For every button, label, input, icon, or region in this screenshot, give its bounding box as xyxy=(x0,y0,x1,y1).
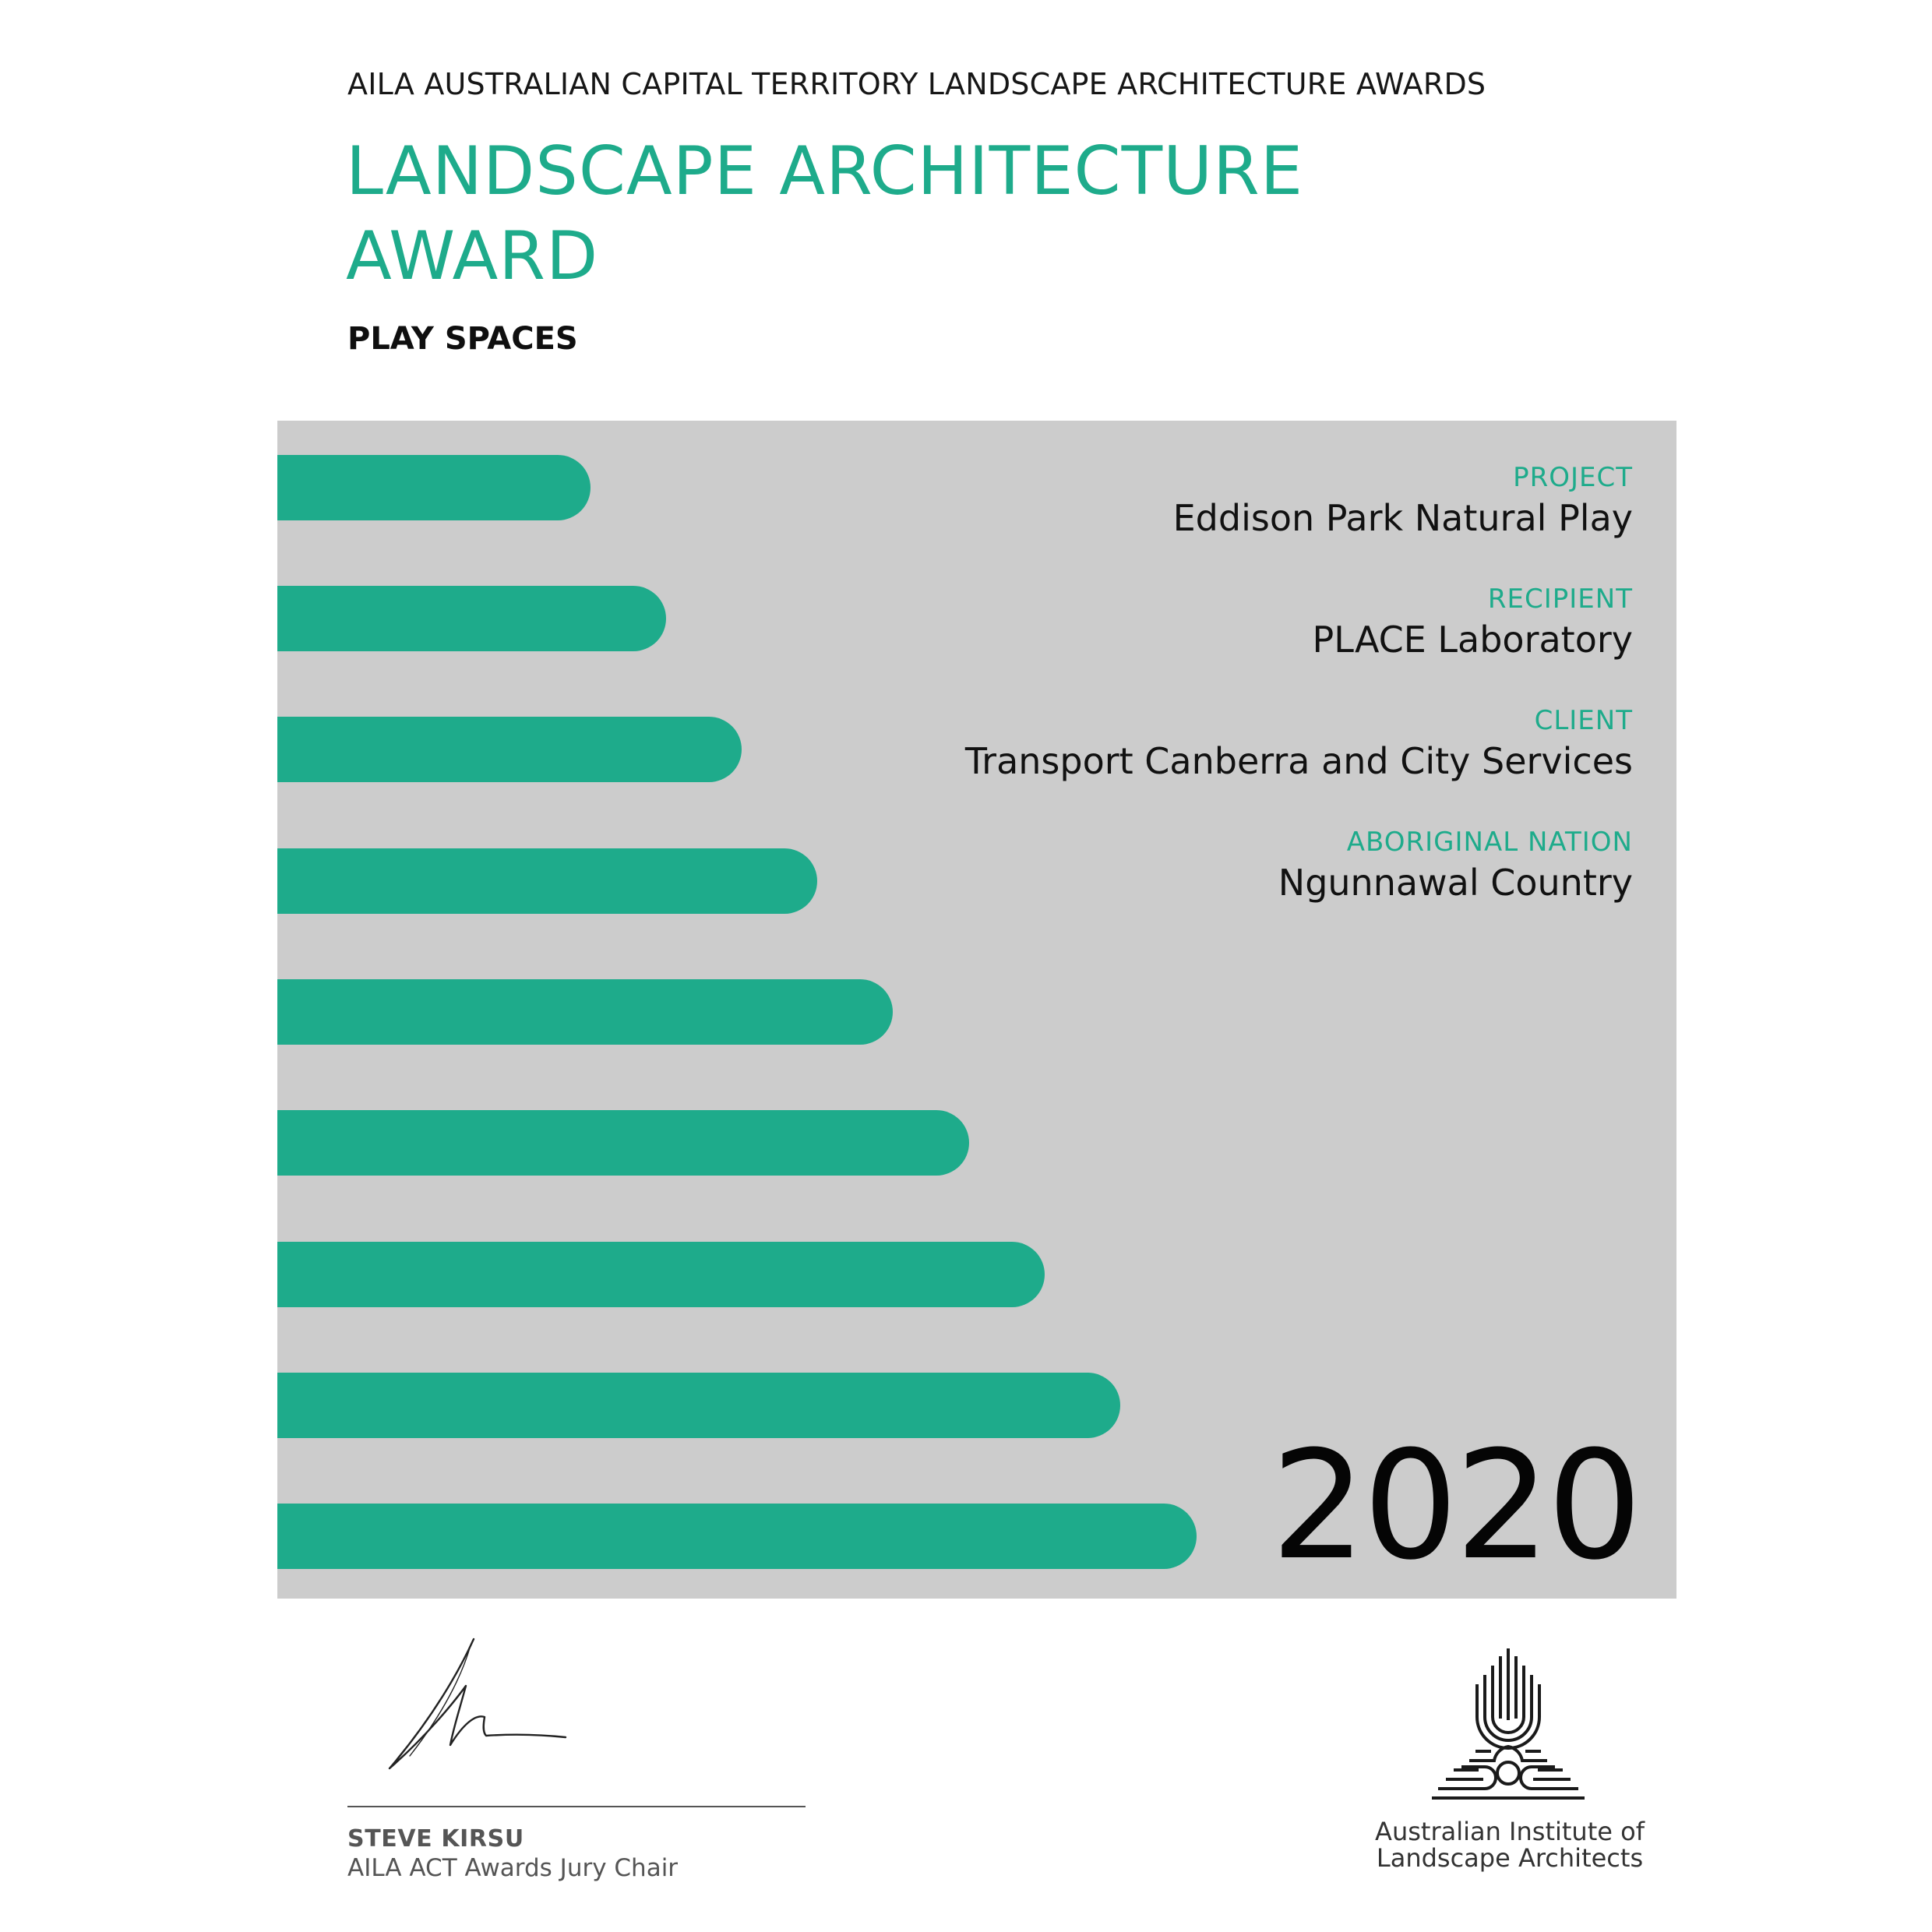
signatory-name: STEVE KIRSU xyxy=(347,1825,524,1853)
recipient-label: RECIPIENT xyxy=(1487,583,1633,615)
aila-logo-icon xyxy=(1416,1645,1600,1801)
decorative-bar-5 xyxy=(277,979,893,1045)
award-details xyxy=(965,460,1633,946)
nation-label: ABORIGINAL NATION xyxy=(1346,827,1633,858)
recipient-value: PLACE Laboratory xyxy=(1312,619,1633,661)
nation-block xyxy=(965,824,1633,905)
project-value: Eddison Park Natural Play xyxy=(1172,497,1633,539)
award-title-line1: LANDSCAPE ARCHITECTURE xyxy=(346,132,1304,210)
decorative-bar-3 xyxy=(277,717,742,782)
signature-line xyxy=(347,1806,806,1807)
decorative-bar-9 xyxy=(277,1504,1197,1569)
recipient-block xyxy=(965,581,1633,662)
decorative-bar-4 xyxy=(277,848,817,914)
client-label: CLIENT xyxy=(1534,705,1633,736)
decorative-bar-1 xyxy=(277,455,591,520)
nation-value: Ngunnawal Country xyxy=(1278,862,1633,904)
award-year: 2020 xyxy=(1271,1419,1639,1593)
decorative-bar-6 xyxy=(277,1110,969,1176)
institute-name-line1: Australian Institute of xyxy=(1375,1817,1645,1846)
project-block xyxy=(965,460,1633,541)
client-block xyxy=(965,703,1633,784)
decorative-bar-2 xyxy=(277,586,666,651)
project-label: PROJECT xyxy=(1513,462,1633,493)
institute-name-line2: Landscape Architects xyxy=(1376,1843,1644,1873)
awards-program-name: AILA AUSTRALIAN CAPITAL TERRITORY LANDSCAPE ARCHITECTURE AWARDS xyxy=(347,67,1486,101)
signatory-role: AILA ACT Awards Jury Chair xyxy=(347,1854,679,1882)
award-title xyxy=(346,129,1303,299)
signature-image xyxy=(379,1634,581,1775)
client-value: Transport Canberra and City Services xyxy=(964,740,1633,782)
institute-name xyxy=(1354,1818,1666,1871)
award-category: PLAY SPACES xyxy=(347,321,578,357)
award-panel xyxy=(277,421,1676,1599)
award-title-line2: AWARD xyxy=(346,217,599,295)
decorative-bar-7 xyxy=(277,1242,1045,1307)
decorative-bar-8 xyxy=(277,1373,1120,1438)
